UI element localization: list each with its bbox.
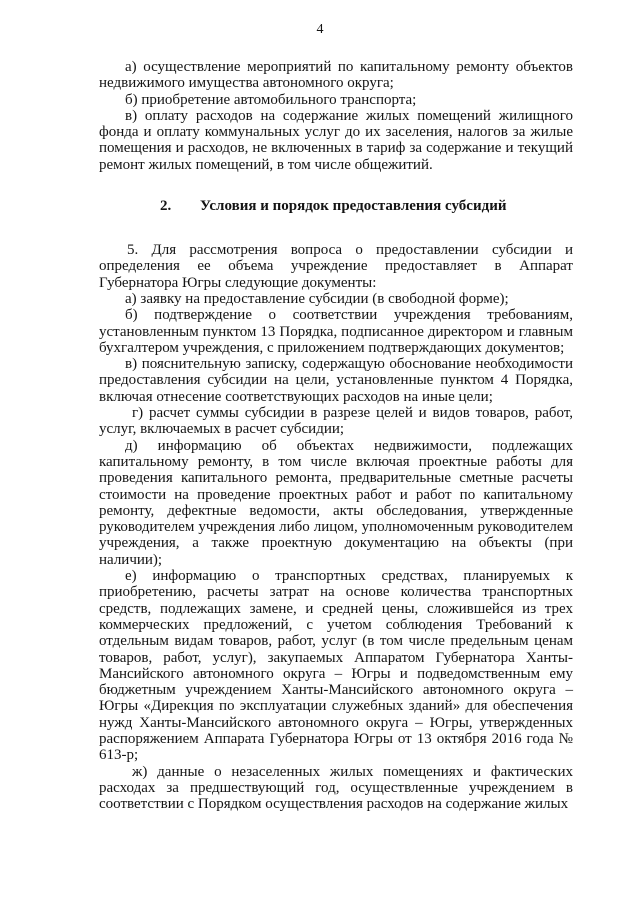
item-5-b: б) подтверждение о соответствии учреждения требованиям, установленным пунктом 13 Порядка, подписанное директором и главным бухгалтером учреждения, с приложением подтверждающих документов; <box>99 307 573 356</box>
section-heading <box>99 197 573 215</box>
item-5-v: в) пояснительную записку, содержащую обоснование необходимости предоставления субсидии на цели, установленные пунктом 4 Порядка, включая отнесение соответствующих расходов на иные цели; <box>99 356 573 405</box>
list-item-a: а) осуществление мероприятий по капитальному ремонту объектов недвижимого имущества автономного округа; <box>99 59 573 92</box>
item-5-e: е) информацию о транспортных средствах, планируемых к приобретению, расчеты затрат на основе количества транспортных средств, подлежащих замене, и средней цены, сложившейся из трех коммерческих предложений, с учетом соблюдения Требований к отдельным видам товаров, работ, услуг (в том числе предельным ценам товаров, работ, услуг), закупаемых Аппаратом Губернатора Ханты-Мансийского автономного округа – Югры и подведомственным ему бюджетным учреждением Ханты-Мансийского автономного округа – Югры «Дирекция по эксплуатации служебных зданий» для обеспечения нужд Ханты-Мансийского автономного округа – Югры, утвержденных распоряжением Аппарата Губернатора Югры от 13 октября 2016 года № 613-р; <box>99 568 573 764</box>
document-body <box>99 59 573 812</box>
list-item-b: б) приобретение автомобильного транспорта; <box>125 91 417 108</box>
page-number: 4 <box>316 22 324 37</box>
item-5-intro: 5. Для рассмотрения вопроса о предоставлении субсидии и определения ее объема учреждение предоставляет в Аппарат Губернатора Югры следующие документы: <box>99 242 573 291</box>
item-5-a: а) заявку на предоставление субсидии (в свободной форме); <box>125 290 509 307</box>
section-title: Условия и порядок предоставления субсидий <box>200 198 507 215</box>
item-5-zh: ж) данные о незаселенных жилых помещениях и фактических расходах за предшествующий год, осуществленные учреждением в соответствии с Порядком осуществления расходов на содержание жилых <box>99 763 573 813</box>
section-number: 2. <box>160 198 172 215</box>
item-5-d: д) информацию об объектах недвижимости, подлежащих капитальному ремонту, в том числе включая проектные работы для проведения капитального ремонта, предварительные сметные расчеты стоимости на проведение проектных работ и работ по капитальному ремонту, дефектные ведомости, акты обследования, утвержденные руководителем учреждения либо лицом, уполномоченным руководителем учреждения, а также проектную документацию на объекты (при наличии); <box>99 437 573 568</box>
list-item-v: в) оплату расходов на содержание жилых помещений жилищного фонда и оплату коммунальных услуг до их заселения, налогов за жилые помещения и расходов, не включенных в тариф за содержание и текущий ремонт жилых помещений, в том числе общежитий. <box>99 107 573 173</box>
item-5-g: г) расчет суммы субсидии в разрезе целей и видов товаров, работ, услуг, включаемых в расчет субсидии; <box>99 405 573 438</box>
